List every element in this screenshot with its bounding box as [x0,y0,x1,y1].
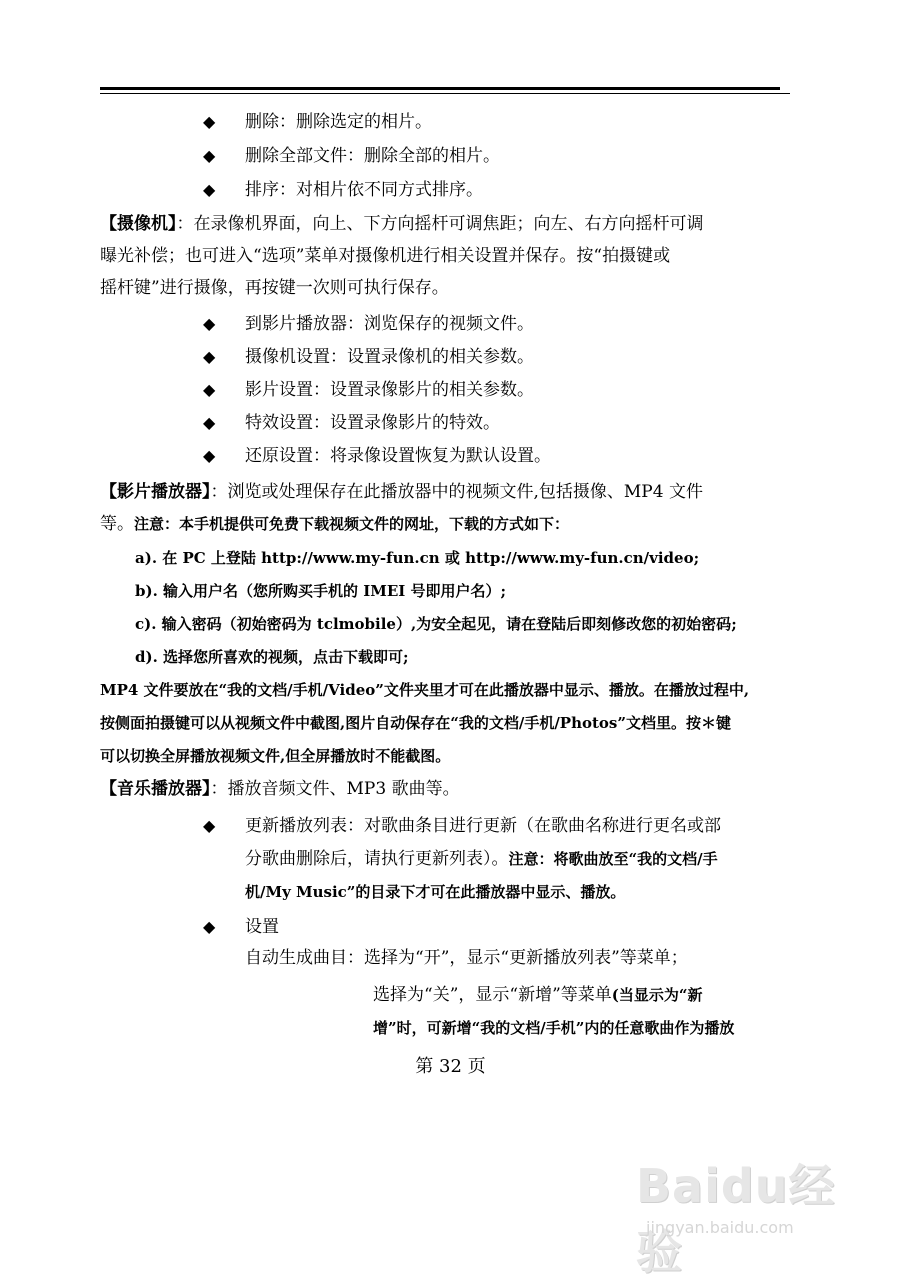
video-note-line: 可以切换全屏播放视频文件,但全屏播放时不能截图。 [100,747,451,765]
baidu-watermark [618,1140,868,1279]
music-player-heading: 【音乐播放器】 [100,779,211,799]
watermark-url: jingyan.baidu.com [646,1218,794,1237]
diamond-bullet-icon: ◆ [203,446,216,465]
diamond-bullet-icon: ◆ [203,816,216,835]
bullet-item: ◆ 影片设置：设置录像影片的相关参数。 [203,380,534,400]
download-step: d). 选择您所喜欢的视频，点击下载即可; [135,648,409,666]
auto-track-line: 自动生成曲目：选择为“开”，显示“更新播放列表”等菜单； [245,948,688,968]
bullet-item: ◆ 到影片播放器：浏览保存的视频文件。 [203,314,534,334]
download-step: a). 在 PC 上登陆 http://www.my-fun.cn 或 http://www.my-fun.cn/video; [135,549,700,567]
video-player-paragraph-line: 等。注意：本手机提供可免费下载视频文件的网址，下载的方式如下： [100,514,570,534]
update-playlist-line: 机/My Music”的目录下才可在此播放器中显示、播放。 [245,883,626,901]
download-step: b). 输入用户名（您所购买手机的 IMEI 号即用户名）; [135,582,507,600]
video-player-paragraph-line: 【影片播放器】：浏览或处理保存在此播放器中的视频文件,包括摄像、MP4 文件 [100,482,703,502]
diamond-bullet-icon: ◆ [203,917,216,936]
bullet-item: ◆ 还原设置：将录像设置恢复为默认设置。 [203,446,551,466]
camera-paragraph-line: 曝光补偿；也可进入“选项”菜单对摄像机进行相关设置并保存。按“拍摄键或 [100,246,671,266]
bullet-item: ◆ 排序：对相片依不同方式排序。 [203,180,483,200]
update-playlist-line: 分歌曲删除后，请执行更新列表）。注意：将歌曲放至“我的文档/手 [245,849,718,869]
diamond-bullet-icon: ◆ [203,347,216,366]
header-rule-thin [100,93,790,94]
bullet-item: ◆ 特效设置：设置录像影片的特效。 [203,413,500,433]
music-note: 注意：将歌曲放至“我的文档/手 [508,850,718,868]
camera-paragraph-line: 摇杆键”进行摄像，再按键一次则可执行保存。 [100,278,449,298]
diamond-bullet-icon: ◆ [203,112,216,131]
download-step: c). 输入密码（初始密码为 tclmobile）,为安全起见，请在登陆后即刻修改您的初始密码; [135,615,737,633]
bullet-item: ◆ 删除：删除选定的相片。 [203,112,432,132]
bullet-item: ◆ 删除全部文件：删除全部的相片。 [203,146,500,166]
video-note-line: 按侧面拍摄键可以从视频文件中截图,图片自动保存在“我的文档/手机/Photos”文档里。按＊键 [100,714,732,732]
bullet-item: ◆ 更新播放列表：对歌曲条目进行更新（在歌曲名称进行更名或部 [203,816,721,836]
diamond-bullet-icon: ◆ [203,413,216,432]
music-player-paragraph-line: 【音乐播放器】：播放音频文件、MP3 歌曲等。 [100,779,460,799]
video-note-line: MP4 文件要放在“我的文档/手机/Video”文件夹里才可在此播放器中显示、播放。在播放过程中, [100,681,750,699]
video-player-heading: 【影片播放器】 [100,482,211,502]
video-note: 注意：本手机提供可免费下载视频文件的网址，下载的方式如下： [134,515,570,533]
page-number: 第 32 页 [415,1056,486,1077]
bullet-item: ◆ 设置 [203,917,279,937]
diamond-bullet-icon: ◆ [203,180,216,199]
baidu-logo: Baidu经验 [636,1159,836,1279]
auto-track-line: 增”时，可新增“我的文档/手机”内的任意歌曲作为播放 [373,1019,735,1037]
diamond-bullet-icon: ◆ [203,314,216,333]
auto-track-line: 选择为“关”，显示“新增”等菜单(当显示为“新 [373,985,703,1005]
camera-paragraph-line: 【摄像机】：在录像机界面，向上、下方向摇杆可调焦距；向左、右方向摇杆可调 [100,214,704,234]
camera-heading: 【摄像机】 [100,214,177,234]
diamond-bullet-icon: ◆ [203,146,216,165]
header-rule-thick [100,87,780,90]
diamond-bullet-icon: ◆ [203,380,216,399]
bullet-item: ◆ 摄像机设置：设置录像机的相关参数。 [203,347,534,367]
